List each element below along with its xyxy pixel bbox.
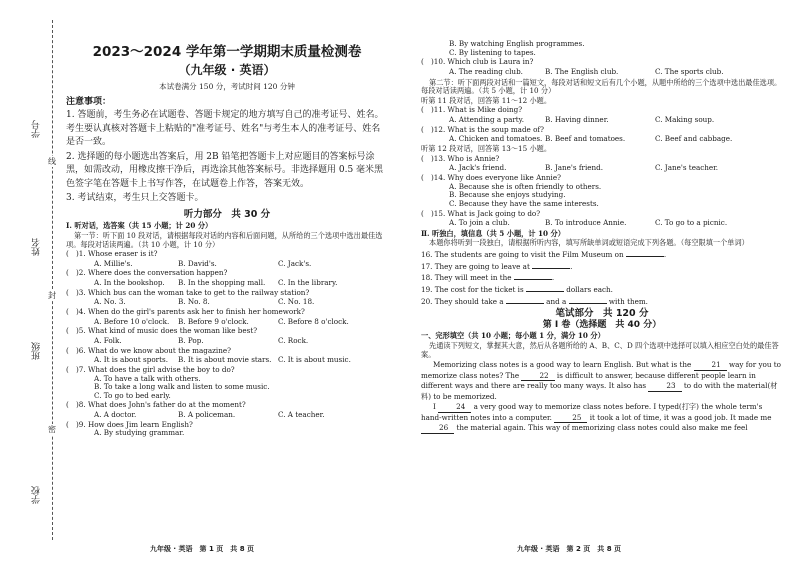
name-label: 姓名 <box>32 238 42 256</box>
question-text: ( )15. What is Jack going to do? <box>421 208 541 218</box>
question-block <box>66 327 388 345</box>
question-text: ( )14. Why does everyone like Annie? <box>421 172 561 182</box>
option-a: A. It is about sports. <box>94 355 168 365</box>
footer-right: 九年级 · 英语 第 2 页 共 8 页 <box>517 545 622 553</box>
option-c: C. No. 18. <box>278 297 315 307</box>
class-label: 班级 <box>32 342 42 360</box>
cloze-blank-24: 24 <box>438 402 471 413</box>
question-text: ( )11. What is Mike doing? <box>421 105 523 115</box>
option-b: B. In the shopping mall. <box>178 278 266 288</box>
question-text: ( )10. Which club is Laura in? <box>421 57 534 67</box>
option-b: B. No. 8. <box>178 297 210 307</box>
cloze-text: a very good way to memorize class notes before. I typed(打字) the whole term's hand-written notes into a computer. <box>421 402 763 422</box>
option-a: A. Attending a party. <box>449 115 525 125</box>
option-c: C. It is about music. <box>278 355 351 365</box>
note-3: 3. 考试结束，考生只上交答题卡。 <box>66 193 204 204</box>
option-c: C. Beef and cabbage. <box>655 134 733 144</box>
cloze-text: I <box>433 402 436 412</box>
cloze-text: Memorizing class notes is a good way to learn English. But what is the <box>433 360 692 370</box>
question-block <box>421 106 783 124</box>
option-b: B. The English club. <box>545 66 619 76</box>
question-block <box>66 401 388 419</box>
option-c: C. Making soup. <box>655 115 715 125</box>
cloze-blank-25: 25 <box>554 413 587 424</box>
fill-item-18 <box>421 272 783 283</box>
fill-text: with them. <box>608 296 648 306</box>
option-c: C. The sports club. <box>655 66 724 76</box>
question-text: ( )6. What do we know about the magazine? <box>66 345 231 355</box>
option-a: A. To have a talk with others. <box>94 373 201 383</box>
cloze-paragraph-1 <box>421 360 783 401</box>
exam-meta: 本试卷满分 150 分，考试时间 120 分钟 <box>159 81 295 91</box>
note-2: 2. 选择题的每小题选出答案后，用 2B 铅笔把答题卡上对应题目的答案标号涂黑，如需改动，用橡皮擦干净后，再选涂其他答案标号。非选择题用 0.5 毫米黑色签字笔在答题卡上书写作答，在试题卷上作答，答案无效。 <box>66 151 384 189</box>
cloze-intro: 先通读下列短文，掌握其大意，然后从各题所给的 A、B、C、D 四个选项中选择可以填入相应空白处的最佳答案。 <box>421 341 779 359</box>
question-block <box>421 58 783 76</box>
student-id-label: 学号 <box>32 120 42 138</box>
fill-item-20 <box>421 296 783 307</box>
option-c: C. A teacher. <box>278 410 325 420</box>
option-a: A. In the bookshop. <box>94 278 165 288</box>
blank-field <box>532 261 573 271</box>
option-a: A. Chicken and tomatoes. <box>449 134 543 144</box>
question-block <box>66 308 388 326</box>
fill-text: . <box>570 261 573 271</box>
question-block <box>66 250 388 268</box>
question-text: ( )3. Which bus can the woman take to get to the railway station? <box>66 287 310 297</box>
question-block <box>66 421 388 438</box>
listening-section2-intro: 第二节：听下面两段对话和一篇短文，每段对话和短文后有几个小题，从题中所给的三个选项中选出最佳选项。每段对话读两遍。（共 5 小题，计 10 分） <box>421 77 782 96</box>
option-c: C. Jane's teacher. <box>655 163 719 173</box>
option-c: C. Because they have the same interests. <box>449 198 599 208</box>
option-b: B. It is about movie stars. <box>178 355 272 365</box>
option-a: A. Because she is often friendly to others. <box>449 181 602 191</box>
option-c: C. In the library. <box>278 278 338 288</box>
school-label: 学校 <box>32 486 42 504</box>
footer-left: 九年级 · 英语 第 1 页 共 8 页 <box>150 545 255 553</box>
left-content <box>66 44 388 438</box>
option-a: A. To join a club. <box>449 218 510 228</box>
question-block <box>66 366 388 401</box>
fill-text: 17. They are going to leave at <box>421 261 530 271</box>
option-b: B. Pop. <box>178 335 204 345</box>
listening-section1-intro: 第一节：听下面 10 段对话，请根据每段对话的内容和后面问题，从所给的三个选项中选出最佳选项。每段对话读两遍。（共 10 小题，计 10 分） <box>66 230 383 249</box>
option-b: B. To introduce Annie. <box>545 218 627 228</box>
cloze-text: the material again. This way of memorizing class notes could also make me feel <box>456 423 748 433</box>
cloze-blank-22: 22 <box>521 371 554 382</box>
cut-mark-secret: 密 <box>48 425 56 434</box>
question-block <box>421 174 783 209</box>
fill-item-19 <box>421 284 783 295</box>
question-text: ( )9. How does Jim learn English? <box>66 419 193 429</box>
fill-text: 18. They will meet in the <box>421 273 512 283</box>
cloze-blank-26: 26 <box>421 423 454 434</box>
cloze-text: way for you to memorize class notes? The <box>421 360 781 380</box>
option-b: B. David's. <box>178 258 217 268</box>
fill-item-17 <box>421 261 783 272</box>
question-block <box>66 289 388 307</box>
option-b: B. Jane's friend. <box>545 163 604 173</box>
option-a: A. Jack's friend. <box>449 163 507 173</box>
blank-field <box>526 284 564 292</box>
question-text: ( )5. What kind of music does the woman like best? <box>66 326 258 336</box>
fill-text: 19. The cost for the ticket is <box>421 285 524 295</box>
cloze-title: 一、完形填空（共 10 小题；每小题 1 分，满分 10 分） <box>421 331 605 341</box>
question-block <box>66 347 388 365</box>
blank-field <box>514 272 555 283</box>
listening-section2-title: Ⅱ. 听独白，填信息（共 5 小题，计 10 分） <box>421 228 565 238</box>
fill-text: 20. They should take a <box>421 296 504 306</box>
cloze-blank-23: 23 <box>648 381 681 392</box>
option-a: A. Millie's. <box>94 258 133 268</box>
dialog-11-label: 听第 11 段对话，回答第 11～12 小题。 <box>421 95 552 105</box>
fill-text: . <box>551 273 555 283</box>
cloze-blank-21: 21 <box>694 360 727 371</box>
note-1: 1. 答题前，考生务必在试题卷、答题卡规定的地方填写自己的准考证号、姓名。考生要认真核对答题卡上粘贴的"准考证号、姓名"与考生本人的准考证号、姓名是否一致。 <box>66 110 384 148</box>
option-b: B. Beef and tomatoes. <box>545 134 626 144</box>
page-right <box>397 0 794 562</box>
listening-section2-desc: 本题你将听到一段独白，请根据所听内容，填写所缺单词或短语完成下列各题。（每空限填一个单词） <box>429 238 749 248</box>
option-a: A. Folk. <box>94 335 122 345</box>
option-c: C. Before 8 o'clock. <box>278 316 349 326</box>
option-b: B. Before 9 o'clock. <box>178 316 249 326</box>
fill-text: dollars each. <box>566 285 613 295</box>
blank-field <box>569 296 607 304</box>
option-a: A. By studying grammar. <box>94 428 185 438</box>
question-text: ( )7. What does the girl advise the boy to do? <box>66 364 235 374</box>
option-a: A. Before 10 o'clock. <box>94 316 170 326</box>
cloze-text: to do with the material(材料) to be memorized. <box>421 381 778 401</box>
option-c: C. Jack's. <box>278 258 312 268</box>
question-text: ( )12. What is the soup made of? <box>421 124 544 134</box>
cloze-paragraph-2 <box>421 402 783 434</box>
written-part-title: 笔试部分 共 120 分 <box>555 308 649 320</box>
question-block <box>66 269 388 287</box>
option-a: A. A doctor. <box>94 410 137 420</box>
cut-line <box>52 20 53 540</box>
option-a: A. No. 3. <box>94 297 126 307</box>
question-text: ( )2. Where does the conversation happen? <box>66 268 228 278</box>
fill-text: and a <box>546 296 567 306</box>
question-block <box>421 210 783 228</box>
cut-mark-seal: 封 <box>48 291 56 300</box>
volume1-title: 第 Ⅰ 卷（选择题 共 40 分） <box>542 319 662 330</box>
fill-text: . <box>663 250 667 260</box>
listening-part-title: 听力部分 共 30 分 <box>183 208 271 220</box>
exam-subtitle: （九年级 · 英语） <box>178 63 276 78</box>
blank-field <box>506 296 544 304</box>
cloze-text: it took a lot of time, it was a good job. It made me <box>589 412 772 422</box>
option-b: B. By watching English programmes. <box>449 39 585 48</box>
fill-item-16 <box>421 249 783 260</box>
cut-mark-line: 线 <box>48 157 56 166</box>
option-c: C. By listening to tapes. <box>449 47 536 57</box>
option-b: B. Because she enjoys studying. <box>449 190 566 200</box>
option-a: A. The reading club. <box>449 66 523 76</box>
option-b: B. To take a long walk and listen to some music. <box>94 382 270 392</box>
binding-margin <box>0 0 64 562</box>
question-text: ( )1. Whose eraser is it? <box>66 249 158 259</box>
question-text: ( )13. Who is Annie? <box>421 153 500 163</box>
option-c: C. To go to bed early. <box>94 390 171 400</box>
option-b: B. A policeman. <box>178 410 236 420</box>
question-block <box>421 126 783 144</box>
listening-section1-title: Ⅰ. 听对话，选答案（共 15 小题；计 20 分） <box>66 221 213 231</box>
option-b: B. Having dinner. <box>545 115 609 125</box>
question-text: ( )4. When do the girl's parents ask her to finish her homework? <box>66 307 305 317</box>
right-content <box>421 40 783 435</box>
question-block <box>421 155 783 173</box>
fill-text: 16. The students are going to visit the Film Museum on <box>421 250 624 260</box>
option-c: C. Rock. <box>278 335 309 345</box>
notes-heading: 注意事项： <box>66 96 112 107</box>
blank-field <box>626 249 667 260</box>
cloze-text: is difficult to answer, because different people learn in different ways and there are really too many ways. It also has <box>421 370 756 391</box>
dialog-13-label: 听第 12 段对话，回答第 13～15 小题。 <box>421 144 552 154</box>
question-text: ( )8. What does John's father do at the moment? <box>66 400 246 410</box>
exam-title: 2023～2024 学年第一学期期末质量检测卷 <box>92 44 362 60</box>
option-c: C. To go to a picnic. <box>655 218 728 228</box>
